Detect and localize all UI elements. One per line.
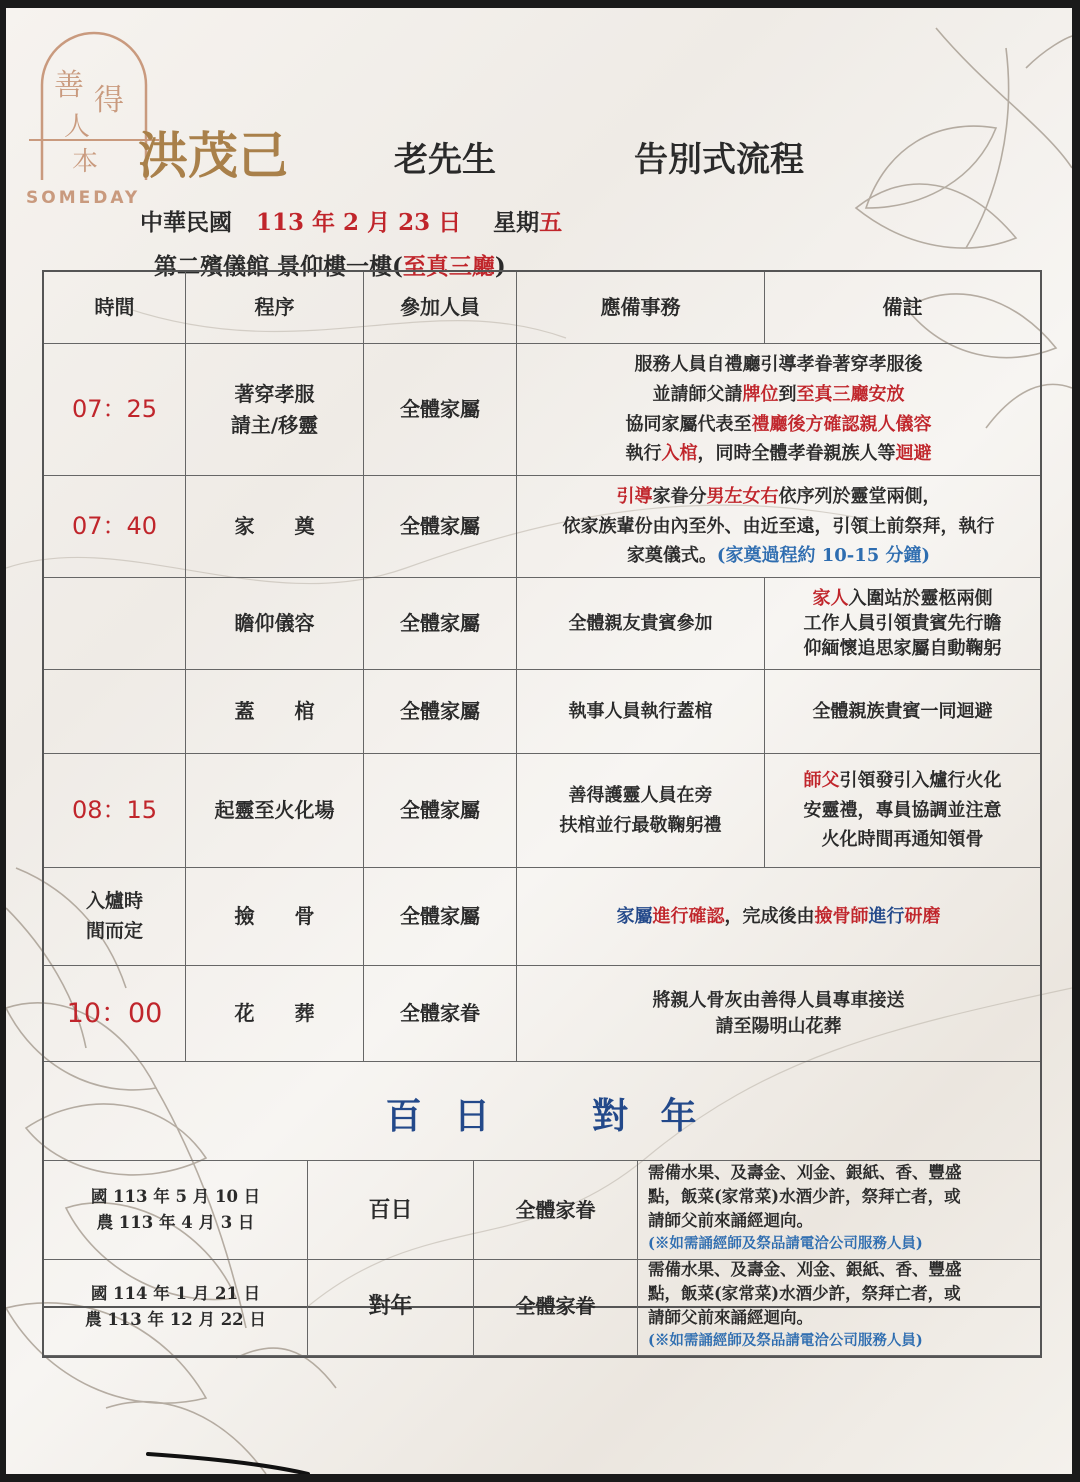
memorial-row-1-details: 需備水果、及壽金、刈金、銀紙、香、豐盛 點，飯菜(家常菜)水酒少許，祭拜亡者，或 請師父前來誦經迴向。 (※如需誦經師及祭品請電洽公司服務人員) bbox=[638, 1160, 1040, 1260]
table-row-7-procedure: 花 葬 bbox=[186, 966, 364, 1062]
detail-line-2: 並請師父請牌位到至真三廳安放 bbox=[652, 383, 905, 405]
svg-text:本: 本 bbox=[72, 147, 99, 177]
header-time: 時間 bbox=[44, 272, 186, 344]
table-row-3-task: 全體親友貴賓參加 bbox=[517, 578, 765, 670]
detail-line-2: 依家族輩份由內至外、由近至遠，引領上前祭拜，執行 bbox=[562, 515, 995, 537]
detail-line-3: 家奠儀式。(家奠過程約 10-15 分鐘) bbox=[626, 545, 931, 567]
detail-line-1: 引導家眷分男左女右依序列於靈堂兩側， bbox=[616, 485, 941, 507]
memorial-row-1-participants: 全體家眷 bbox=[474, 1160, 638, 1260]
header-procedure: 程序 bbox=[186, 272, 364, 344]
table-row-3-time bbox=[44, 578, 186, 670]
detail-line-3: 協同家屬代表至禮廳後方確認親人儀容 bbox=[625, 413, 932, 435]
memorial-row-2-date: 國 114 年 1 月 21 日 農 113 年 12 月 22 日 bbox=[44, 1258, 308, 1356]
procedure-line-2: 請主/移靈 bbox=[230, 412, 319, 437]
table-row-7-time: 10：00 bbox=[44, 966, 186, 1062]
weekday-value: 五 bbox=[539, 209, 563, 236]
honorific: 老先生 bbox=[394, 140, 496, 180]
table-row-1-procedure bbox=[186, 344, 364, 476]
svg-text:人: 人 bbox=[64, 112, 91, 142]
venue-close: ) bbox=[494, 253, 506, 280]
table-row-1-details bbox=[517, 344, 1040, 476]
table-row-2-time: 07：40 bbox=[44, 476, 186, 578]
table-row-7-details: 將親人骨灰由善得人員專車接送 請至陽明山花葬 bbox=[517, 966, 1040, 1062]
table-row-4-time bbox=[44, 670, 186, 754]
date-value: 113 年 2 月 23 日 bbox=[256, 209, 462, 236]
table-row-2-details bbox=[517, 476, 1040, 578]
memorial-row-2 bbox=[42, 1258, 1042, 1358]
table-row-6-procedure: 撿 骨 bbox=[186, 868, 364, 966]
header-tasks: 應備事務 bbox=[517, 272, 765, 344]
weekday-label: 星期 bbox=[493, 209, 540, 236]
header-notes: 備註 bbox=[765, 272, 1040, 344]
ceremony-date bbox=[140, 204, 562, 237]
memorial-row-2-event: 對年 bbox=[308, 1258, 474, 1356]
table-row-4-task: 執事人員執行蓋棺 bbox=[517, 670, 765, 754]
venue-hall: 至真三廳 bbox=[402, 253, 495, 280]
table-row-2-participants: 全體家屬 bbox=[364, 476, 517, 578]
table-row-1-participants: 全體家屬 bbox=[364, 344, 517, 476]
table-row-4-participants: 全體家屬 bbox=[364, 670, 517, 754]
svg-text:善: 善 bbox=[54, 68, 84, 103]
memorial-section-title: 百 日 對 年 bbox=[385, 1095, 707, 1137]
era-label: 中華民國 bbox=[140, 209, 232, 236]
memorial-row-1-date: 國 113 年 5 月 10 日 農 113 年 4 月 3 日 bbox=[44, 1160, 308, 1260]
detail-line-4: 執行入棺，同時全體孝眷親族人等迴避 bbox=[625, 443, 932, 465]
table-row-6-details: 家屬進行確認，完成後由撿骨師進行研磨 bbox=[517, 868, 1040, 966]
venue-place: 第二殯儀館 景仰樓一樓( bbox=[154, 253, 403, 280]
table-row-5-time: 08：15 bbox=[44, 754, 186, 868]
table-row-4-note: 全體親族貴賓一同迴避 bbox=[765, 670, 1040, 754]
detail-line-1: 服務人員自禮廳引導孝眷著穿孝服後 bbox=[634, 354, 923, 376]
table-row-6-time: 入爐時 間而定 bbox=[44, 868, 186, 966]
svg-text:得: 得 bbox=[94, 83, 124, 118]
header-participants: 參加人員 bbox=[364, 272, 517, 344]
table-row-5-note: 師父引領發引入爐行火化 安靈禮，專員協調並注意 火化時間再通知領骨 bbox=[765, 754, 1040, 868]
table-row-7-participants: 全體家眷 bbox=[364, 966, 517, 1062]
program-sheet bbox=[6, 8, 1072, 1474]
table-row-3-procedure: 瞻仰儀容 bbox=[186, 578, 364, 670]
schedule-table bbox=[42, 270, 1042, 1308]
table-row-3-participants: 全體家屬 bbox=[364, 578, 517, 670]
table-row-5-procedure: 起靈至火化場 bbox=[186, 754, 364, 868]
table-row-5-participants: 全體家屬 bbox=[364, 754, 517, 868]
deceased-name: 洪茂己 bbox=[138, 126, 288, 185]
memorial-row-2-participants: 全體家眷 bbox=[474, 1258, 638, 1356]
table-row-4-procedure: 蓋 棺 bbox=[186, 670, 364, 754]
table-row-5-task: 善得護靈人員在旁 扶棺並行最敬鞠躬禮 bbox=[517, 754, 765, 868]
table-row-1-time: 07：25 bbox=[44, 344, 186, 476]
memorial-row-2-details: 需備水果、及壽金、刈金、銀紙、香、豐盛 點，飯菜(家常菜)水酒少許，祭拜亡者，或 請師父前來誦經迴向。 (※如需誦經師及祭品請電洽公司服務人員) bbox=[638, 1258, 1040, 1356]
process-title: 告別式流程 bbox=[634, 140, 804, 180]
table-row-6-participants: 全體家屬 bbox=[364, 868, 517, 966]
pen-stroke bbox=[146, 1446, 311, 1474]
table-row-2-procedure: 家 奠 bbox=[186, 476, 364, 578]
memorial-row-1-event: 百日 bbox=[308, 1160, 474, 1260]
procedure-line-1: 著穿孝服 bbox=[234, 381, 315, 406]
table-row-3-note: 家人入圍站於靈柩兩側 工作人員引領貴賓先行瞻 仰緬懷追思家屬自動鞠躬 bbox=[765, 578, 1040, 670]
logo-text: SOMEDAY bbox=[26, 188, 141, 208]
